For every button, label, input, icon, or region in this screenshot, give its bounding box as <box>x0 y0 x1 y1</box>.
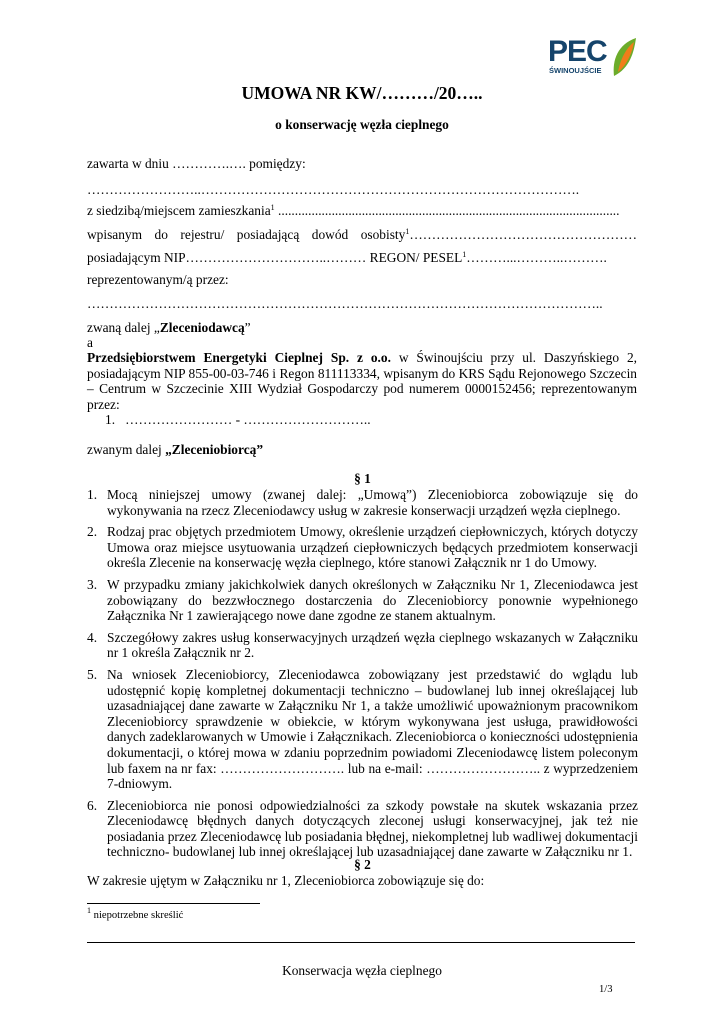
item-text: Rodzaj prac objętych przedmiotem Umowy, określenie urządzeń ciepłowniczych, których dotyczy Umowa oraz miejsce usytuowania urządzeń ciepłowniczych będących przedmiotem konserwacji określa Zlecenie na konserwację węzła cieplnego, które stanowi Załącznik nr 1 do Umowy. <box>107 524 638 571</box>
footer-title: Konserwacja węzła cieplnego <box>282 963 442 978</box>
registry-label: wpisanym do rejestru/ posiadającą dowód osobisty <box>87 227 406 242</box>
item-number: 5. <box>87 666 98 682</box>
logo-text: PEC <box>548 35 607 68</box>
item-number: 4. <box>87 629 98 645</box>
registry-dots: …………………………………………… <box>409 227 637 242</box>
contractor-company: Przedsiębiorstwem Energetyki Cieplnej Sp. z o.o. <box>87 350 391 365</box>
seat-dots: ...................................................................................................... <box>274 203 620 218</box>
logo-leaf-icon <box>610 36 638 78</box>
section-2-heading: § 2 <box>354 857 371 872</box>
item-text: W przypadku zmiany jakichkolwiek danych określonych w Załączniku Nr 1, Zleceniodawca jest zobowiązany do bezzwłocznego dostarczenia do Zleceniobiorcy ponownie wypełnionego Załącznika Nr 1 zawierającego nowe dane zgodne ze stanem aktualnym. <box>107 576 638 624</box>
seat-line <box>87 203 619 219</box>
item-text: Na wniosek Zleceniobiorcy, Zleceniodawca zobowiązany jest przedstawić do wglądu lub udostępnić kopię kompletnej dokumentacji techniczno – budowlanej lub innej określającej lub uzasadniającej dane zawarte w Załączniku Nr 1, a także umożliwić upoważnionym pracownikom Zleceniobiorcy sprawdzenie w obiekcie, w którym wykonywana jest usługa, prawidłowości danych zadeklarowanych w Umowie i Załącznikach. Zleceniobiorca o konieczności udostępnienia dokumentacji, o której mowa w zdaniu poprzednim powiadomi Zleceniodawcę listem poleconym lub faxem na nr fax: ………………………. lub na e-mail: …………………….. z wyprzedzeniem 7-dniowym. <box>107 666 638 792</box>
rep-dots: …………………… - ……………………….. <box>125 412 371 427</box>
item-number: 3. <box>87 576 98 592</box>
contractor-name: „Zleceniobiorcą” <box>165 442 264 457</box>
list-item <box>87 487 638 518</box>
representative-line <box>105 412 371 428</box>
item-text: Zleceniobiorca nie ponosi odpowiedzialności za szkody powstałe na skutek wskazania przez Zleceniodawcę błędnych danych dotyczących zleconej usługi konserwacyjnej, jak też nie posiadania przez Zleceniodawcę lub posiadania błędnej, niekompletnej lub wadliwej dokumentacji techniczno- budowlanej lub innej określającej lub uzasadniającej dane zawarte w Załączniku nr 1. <box>107 797 638 860</box>
seat-label: z siedzibą/miejscem zamieszkania <box>87 203 271 218</box>
blank-line-2: …………………………………………………………………………………………………….. <box>87 296 603 311</box>
item-text: Mocą niniejszej umowy (zwanej dalej: „Umową”) Zleceniobiorca zobowiązuje się do wykonywania na rzecz Zleceniodawcy usług w zakresie konserwacji urządzeń węzła cieplnego. <box>107 487 638 518</box>
footnote-ref: 1 <box>270 203 275 212</box>
list-item <box>87 577 638 624</box>
footnote-text: niepotrzebne skreślić <box>91 910 184 921</box>
list-item <box>87 667 638 792</box>
contractor-paragraph <box>87 350 637 412</box>
document-title: UMOWA NR KW/………/20….. <box>241 83 483 103</box>
footer-separator <box>87 942 635 943</box>
called-prefix: zwaną dalej „ <box>87 320 160 335</box>
logo-subtext: ŚWINOUJŚCIE <box>549 66 602 75</box>
company-logo <box>548 36 638 82</box>
registry-line <box>87 227 637 243</box>
contractor-description: w Świnoujściu przy ul. Daszyńskiego 2, posiadającym NIP 855-00-03-746 i Regon 811113334, wpisanym do KRS Sądu Rejonowego Szczecin – Centrum w Szczecinie XIII Wydział Gospodarczy pod numerem 0000152456; reprezentowanym przez: <box>87 350 637 412</box>
item-text: Szczegółowy zakres usług konserwacyjnych urządzeń węzła cieplnego wskazanych w Załączniku nr 1 określa Załącznik nr 2. <box>107 629 638 661</box>
concluded-line: zawarta w dniu ………….…. pomiędzy: <box>87 156 306 171</box>
called-client-line <box>87 320 251 336</box>
footnote <box>87 908 183 924</box>
footnote-ref: 1 <box>405 227 410 236</box>
footnote-ref: 1 <box>462 250 467 259</box>
item-number: 6. <box>87 797 98 813</box>
section-1-list <box>87 487 638 866</box>
list-item <box>87 524 638 571</box>
nip-label: posiadającym NIP…………………………..……… REGON/ PESEL <box>87 250 463 265</box>
and-word: a <box>87 335 93 350</box>
item-number: 2. <box>87 524 98 540</box>
nip-dots: ………...………..………. <box>466 250 607 265</box>
list-item <box>87 630 638 661</box>
rep-number: 1. <box>105 412 116 427</box>
item-number: 1. <box>87 487 98 502</box>
section-1-heading: § 1 <box>354 471 371 486</box>
blank-line-1: ……………………..…………………………………………………………………………. <box>87 182 580 197</box>
section-2-intro: W zakresie ujętym w Załączniku nr 1, Zleceniobiorca zobowiązuje się do: <box>87 873 485 888</box>
footnote-separator <box>87 903 260 904</box>
page-number: 1/3 <box>599 984 613 995</box>
called-suffix: ” <box>244 320 251 335</box>
called-prefix: zwanym dalej <box>87 442 166 457</box>
nip-line <box>87 250 607 266</box>
called-contractor-line <box>87 442 263 458</box>
represented-line: reprezentowanym/ą przez: <box>87 272 229 287</box>
document-subtitle: o konserwację węzła cieplnego <box>275 117 449 132</box>
footnote-mark: 1 <box>87 906 91 915</box>
client-name: Zleceniodawcą <box>159 320 245 335</box>
list-item <box>87 798 638 860</box>
